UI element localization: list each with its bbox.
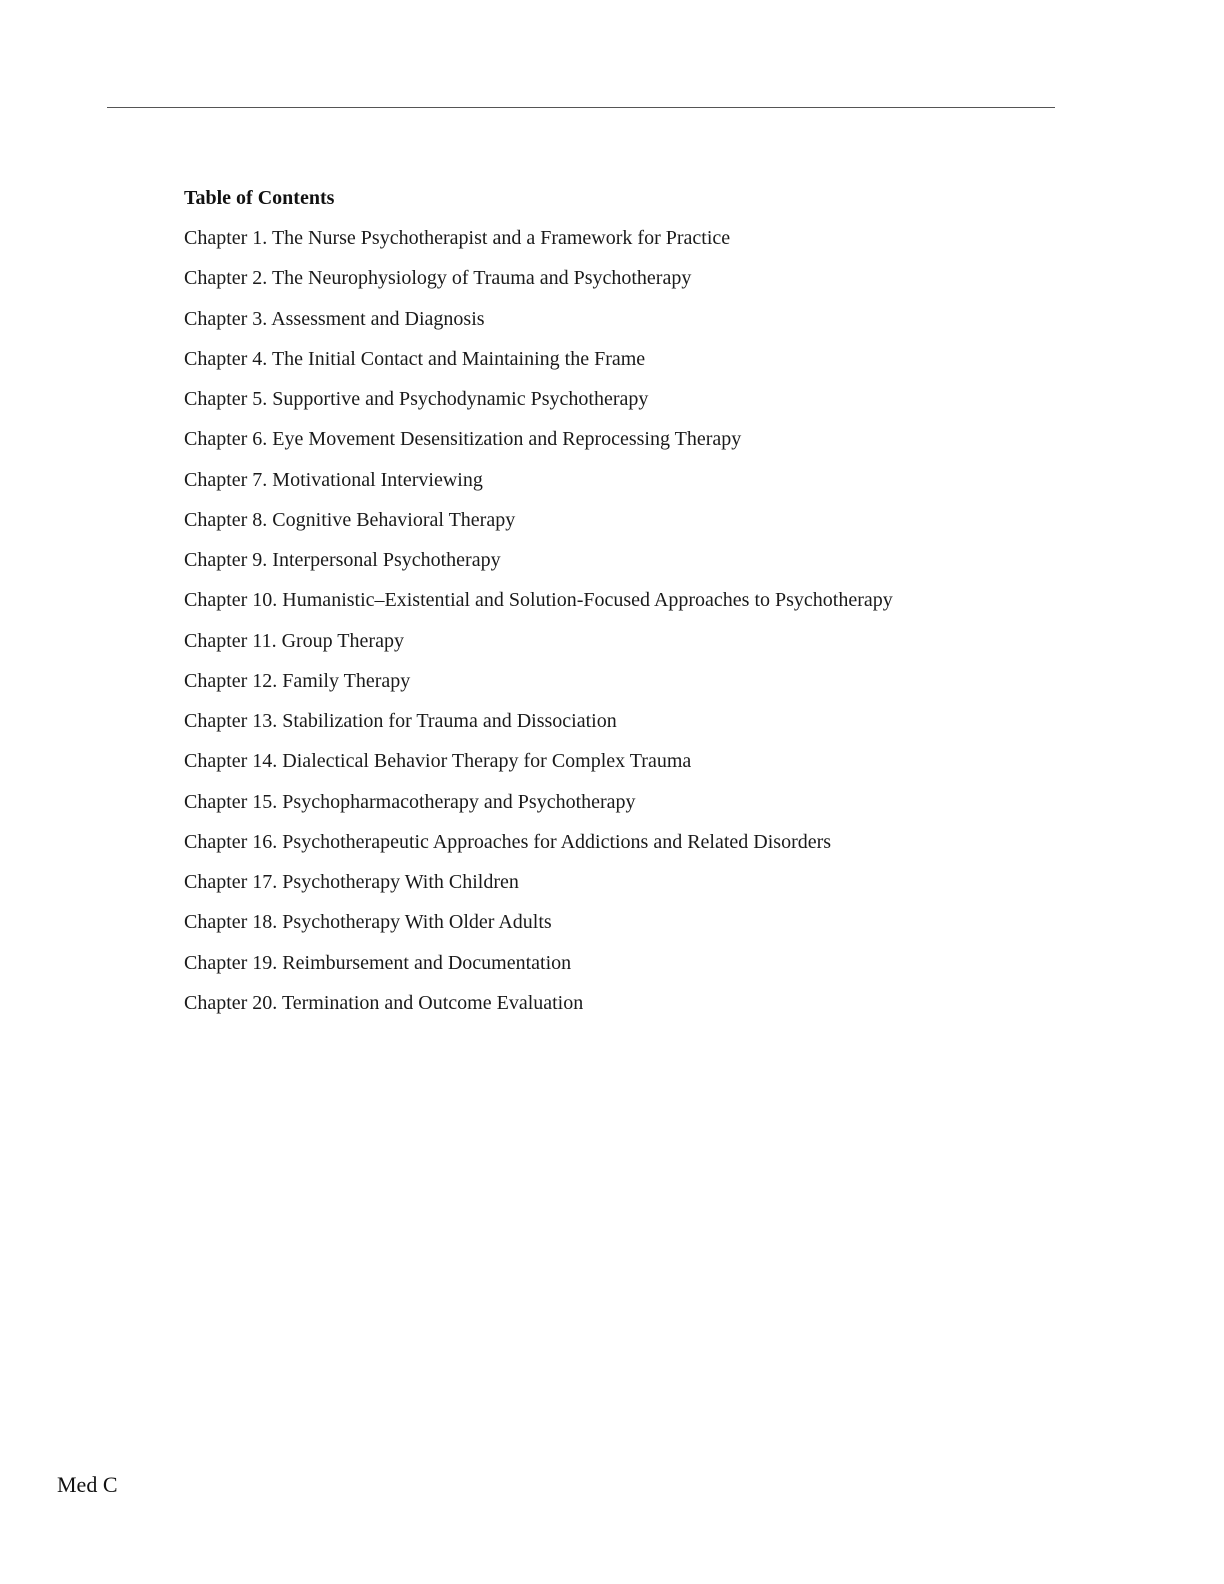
chapter-item-11: Chapter 11. Group Therapy [184,629,404,652]
chapter-item-1: Chapter 1. The Nurse Psychotherapist and a Framework for Practice [184,227,731,249]
chapter-item-5: Chapter 5. Supportive and Psychodynamic Psychotherapy [184,388,649,410]
chapter-item-8: Chapter 8. Cognitive Behavioral Therapy [184,508,516,531]
chapter-item-20: Chapter 20. Termination and Outcome Evaluation [184,991,584,1014]
chapter-item-2: Chapter 2. The Neurophysiology of Trauma and Psychotherapy [184,267,692,290]
chapter-item-15: Chapter 15. Psychopharmacotherapy and Psychotherapy [184,790,636,813]
chapter-item-18: Chapter 18. Psychotherapy With Older Adults [184,911,552,934]
chapter-item-13: Chapter 13. Stabilization for Trauma and Dissociation [184,710,617,732]
chapter-item-14: Chapter 14. Dialectical Behavior Therapy for Complex Trauma [184,750,692,773]
table-of-contents [184,184,1084,1029]
header-divider [107,107,1055,108]
chapter-item-12: Chapter 12. Family Therapy [184,669,411,692]
toc-title: Table of Contents [184,187,335,209]
chapter-item-17: Chapter 17. Psychotherapy With Children [184,871,519,893]
chapter-item-9: Chapter 9. Interpersonal Psychotherapy [184,549,501,571]
footer-text: Med C [57,1472,118,1497]
chapter-item-16: Chapter 16. Psychotherapeutic Approaches for Addictions and Related Disorders [184,830,832,853]
chapter-item-19: Chapter 19. Reimbursement and Documentation [184,951,572,974]
chapter-item-3: Chapter 3. Assessment and Diagnosis [184,307,485,330]
chapter-item-6: Chapter 6. Eye Movement Desensitization and Reprocessing Therapy [184,428,742,451]
chapter-list [184,224,1084,1017]
chapter-item-7: Chapter 7. Motivational Interviewing [184,468,483,491]
chapter-item-4: Chapter 4. The Initial Contact and Maintaining the Frame [184,347,646,370]
chapter-item-10: Chapter 10. Humanistic–Existential and Solution-Focused Approaches to Psychotherapy [184,589,893,612]
